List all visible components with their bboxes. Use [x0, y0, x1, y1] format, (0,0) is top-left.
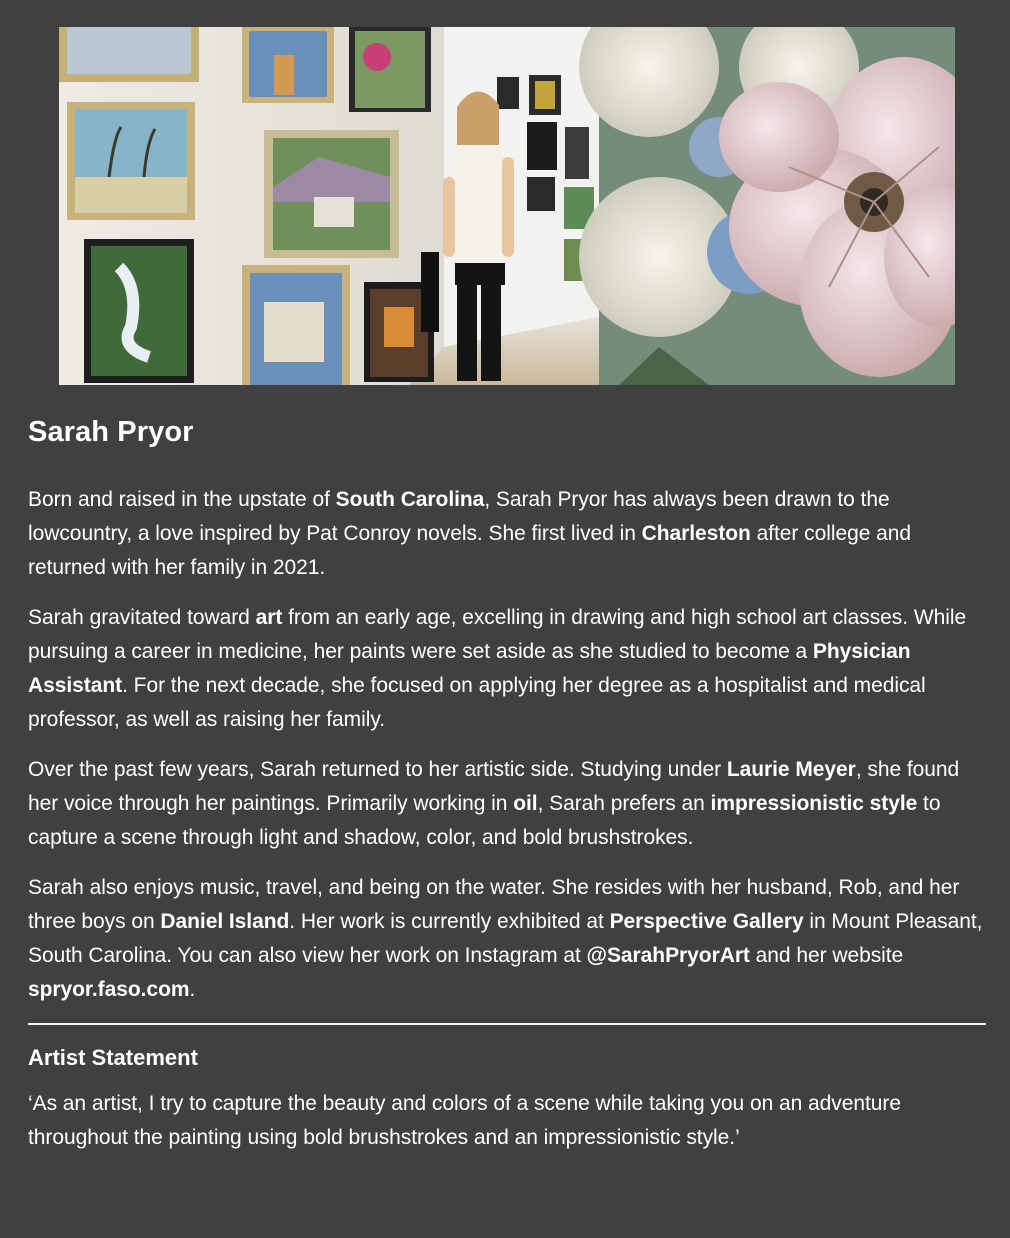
- bold-text: Physician Assistant: [28, 640, 911, 697]
- website-text: spryor.faso.com: [28, 978, 190, 1001]
- artist-statement-text: ‘As an artist, I try to capture the beauty and colors of a scene while taking you on an adventure throughout the painting using bold brushstrokes and an impressionistic style.’: [28, 1092, 901, 1149]
- bold-text: Laurie Meyer: [726, 758, 856, 781]
- bio-paragraph-3: [28, 753, 986, 855]
- text-run: and her website: [749, 944, 904, 967]
- bold-text: Daniel Island: [160, 910, 290, 933]
- bold-text: Charleston: [641, 522, 751, 545]
- text-run: , Sarah prefers an: [537, 792, 711, 815]
- text-run: Over the past few years, Sarah returned to her artistic side. Studying under: [28, 758, 727, 781]
- bio-paragraph-4: [28, 871, 986, 1007]
- text-run: .: [189, 978, 196, 1001]
- text-run: Sarah gravitated toward: [28, 606, 256, 629]
- text-run: after college and returned with her family in 2021.: [28, 522, 912, 579]
- text-run: from an early age, excelling in drawing and high school art classes. While pursuing a career in medicine, her paints were set aside as she studied to become a: [28, 606, 967, 663]
- text-run: Born and raised in the upstate of: [28, 488, 336, 511]
- bold-text: art: [255, 606, 283, 629]
- section-divider: [28, 1023, 986, 1025]
- artist-bio: [28, 412, 986, 1171]
- bio-paragraph-1: [28, 483, 986, 585]
- text-run: to capture a scene through light and shadow, color, and bold brushstrokes.: [28, 792, 941, 849]
- text-run: Sarah also enjoys music, travel, and being on the water. She resides with her husband, Rob, and her three boys on: [28, 876, 960, 933]
- bold-text: South Carolina: [335, 488, 485, 511]
- bold-text: impressionistic style: [710, 792, 918, 815]
- text-run: in Mount Pleasant, South Carolina. You can also view her work on Instagram at: [28, 910, 983, 967]
- hero-image: [59, 27, 955, 385]
- bio-paragraph-2: [28, 601, 986, 737]
- gallery-photo-and-flower-painting-icon: [59, 27, 955, 385]
- artist-statement-heading: Artist Statement: [28, 1045, 198, 1070]
- text-run: . Her work is currently exhibited at: [289, 910, 610, 933]
- text-run: , she found her voice through her paintings. Primarily working in: [28, 758, 960, 815]
- instagram-handle: @SarahPryorArt: [586, 944, 750, 967]
- bold-text: Perspective Gallery: [609, 910, 804, 933]
- text-run: . For the next decade, she focused on applying her degree as a hospitalist and medical professor, as well as raising her family.: [28, 674, 926, 731]
- artist-name: Sarah Pryor: [28, 416, 194, 448]
- bold-text: oil: [513, 792, 538, 815]
- text-run: , Sarah Pryor has always been drawn to the lowcountry, a love inspired by Pat Conroy novels. She first lived in: [28, 488, 890, 545]
